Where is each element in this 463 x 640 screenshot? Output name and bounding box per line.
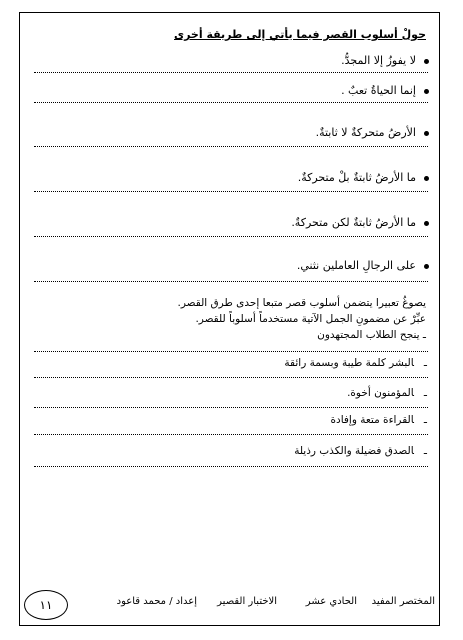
bullet-icon	[424, 221, 429, 226]
answer-line[interactable]	[34, 102, 428, 103]
answer-line[interactable]	[34, 281, 428, 282]
answer-line[interactable]	[34, 236, 428, 237]
answer-line[interactable]	[34, 407, 428, 408]
exercise-text: المؤمنون أخوة.	[347, 387, 414, 399]
list-item	[341, 54, 429, 67]
bullet-icon	[424, 59, 429, 64]
list-item	[316, 126, 429, 139]
bullet-icon	[424, 176, 429, 181]
answer-line[interactable]	[34, 434, 428, 435]
answer-line[interactable]	[34, 146, 428, 147]
exercise-item: ـالمؤمنون أخوة.	[347, 387, 427, 399]
exercise-text: القراءة متعة وإفادة	[330, 414, 414, 426]
exercise-text: الصدق فضيلة والكذب رذيلة	[294, 445, 414, 457]
footer-author: إعداد / محمد قاعود	[116, 596, 197, 607]
exercise-item: ـالصدق فضيلة والكذب رذيلة	[294, 445, 427, 457]
footer-grade: الحادي عشر	[305, 596, 357, 607]
footer-book: المختصر المفيد	[371, 596, 435, 607]
instruction-line: يصوغُ تعبيرا يتضمن أسلوب قصر متبعا إحدى طرق القصر.	[177, 297, 426, 309]
answer-line[interactable]	[34, 72, 428, 73]
answer-line[interactable]	[34, 466, 428, 467]
item-text: ما الأرضُ ثابتةٌ لكن متحركةٌ.	[291, 216, 416, 229]
item-text: إنما الحياةُ تعبٌ .	[341, 84, 416, 97]
item-text: ما الأرضُ ثابتةٌ بلْ متحركةٌ.	[297, 171, 416, 184]
list-item	[297, 259, 429, 272]
item-text: على الرجالِ العاملين نثني.	[296, 259, 416, 272]
item-text: لا يفوزُ إلا المجدُّ.	[341, 54, 416, 67]
section-title: حولْ أسلوب القصر فيما يأتي إلى طريقة أخرى	[174, 28, 426, 41]
exercise-item: ـالقراءة متعة وإفادة	[330, 414, 427, 426]
list-item	[341, 84, 429, 97]
answer-line[interactable]	[34, 377, 428, 378]
bullet-icon	[424, 131, 429, 136]
instruction-line: عبِّرْ عن مضمونِ الجمل الآتية مستخدماً أسلوباً للقصر.	[195, 313, 426, 325]
answer-line[interactable]	[34, 351, 428, 352]
list-item	[298, 171, 429, 184]
page-number: ١١	[24, 590, 68, 620]
list-item	[291, 216, 429, 229]
instruction-line: ـ ينجح الطلاب المجتهدون	[317, 329, 426, 341]
answer-line[interactable]	[34, 191, 428, 192]
exercise-text: البشر كلمة طيبة وبسمة رائقة	[284, 357, 414, 369]
bullet-icon	[424, 89, 429, 94]
exercise-item: ـالبشر كلمة طيبة وبسمة رائقة	[284, 357, 427, 369]
bullet-icon	[424, 264, 429, 269]
item-text: الأرضُ متحركةٌ لا ثابتةٌ.	[315, 126, 416, 139]
footer-test: الاختبار القصير	[217, 596, 277, 607]
